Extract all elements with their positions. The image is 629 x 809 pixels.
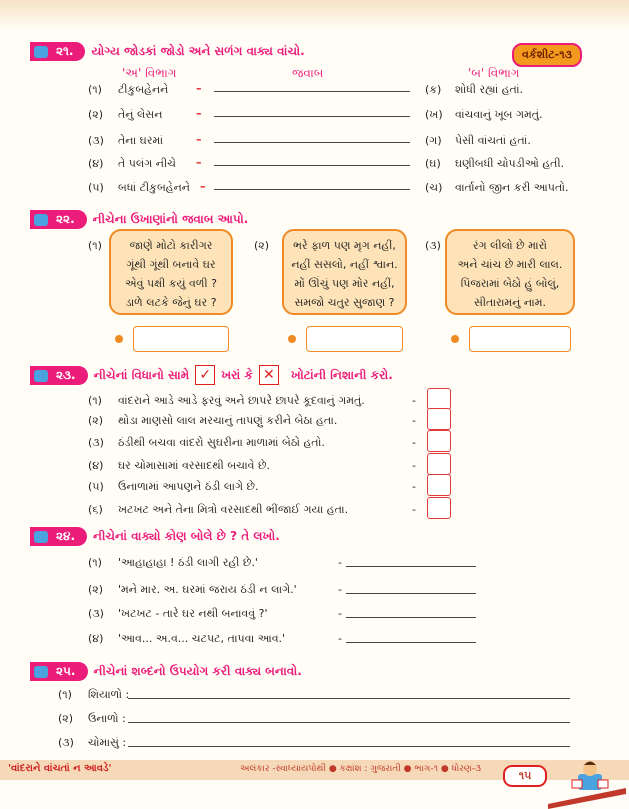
match-dash: – [196,156,202,169]
riddle-line: ગૂંથી ગૂંથી બનાવે ઘર [126,258,216,271]
q23-title-c: ખોટાંની નિશાની કરો. [290,367,393,382]
q25-title: નીચેનાં શબ્દનો ઉપયોગ કરી વાક્ય બનાવો. [93,663,302,678]
q23-number: ૨૩. [30,366,88,385]
q24-title: નીચેનાં વાક્યો કોણ બોલે છે ? તે લખો. [93,528,280,543]
true-false-checkbox[interactable] [427,474,451,496]
match-row-number: (૩) [88,134,104,147]
q21-number: ૨૧. [30,42,85,61]
q23-header [30,365,393,385]
sentence-word: ઉનાળો : [88,712,126,725]
match-left-text: બધાં ટીકુબહેનને [118,181,190,194]
match-right-text: શોધી રહ્યાં હતાં. [455,83,524,96]
riddle-number: (૩) [425,239,441,252]
statement-number: (૪) [88,459,104,472]
match-right-number: (ખ) [425,108,443,121]
speaker-quote: 'આવ... અ.વ... ચટપટ, તાપવા આવ.' [118,632,286,645]
speaker-row-number: (૧) [88,556,102,569]
match-dash: – [196,107,202,120]
riddle-line: મોં ઊંચું પણ મોર નહીં, [294,277,395,290]
statement-text: ઘર ચોમાસામાં વરસાદથી બચાવે છે. [118,459,270,472]
riddle-line: ભરે ફાળ પણ મૃગ નહીં, [293,239,396,252]
riddle-line: એવું પક્ષી કયું વળી ? [125,277,217,290]
speaker-dash: - [338,632,342,645]
tick-mark-icon: ✓ [195,365,215,385]
riddle-answer-box[interactable] [133,326,229,352]
match-row-number: (૨) [88,108,104,121]
top-band [0,0,629,30]
page-number: ૧૫ [503,765,547,787]
riddle-answer-box[interactable] [469,326,571,352]
riddle-line: ડાળે લટકે જેનું ઘર ? [125,296,217,309]
statement-number: (૩) [88,436,104,449]
statement-number: (૬) [88,503,103,516]
answer-bullet-icon [115,335,123,343]
match-answer-line[interactable] [214,189,410,190]
statement-dash: - [412,480,416,493]
statement-number: (૧) [88,394,102,407]
speaker-answer-line[interactable] [346,593,476,594]
true-false-checkbox[interactable] [427,497,451,519]
statement-text: વાંદરાને આડે આડે ફરવું અને છાપરે છાપરે કૂદવાનું ગમતું. [118,394,365,407]
statement-text: ઠંડીથી બચવા વાંદરો સુઘરીના માળામાં બેઠો હતો. [118,436,325,449]
speaker-answer-line[interactable] [346,617,476,618]
riddle-line: પિંજરામાં બેઠો હું બોલું, [460,277,560,290]
match-left-text: તે પલંગ નીચે [118,157,176,170]
speaker-dash: - [338,607,342,620]
sentence-word: શિયાળો : [88,688,130,701]
match-right-text: વાંચવાનું ખૂબ ગમતું. [455,108,543,121]
statement-dash: - [412,503,416,516]
col-b-heading: 'બ' વિભાગ [468,66,520,80]
sentence-answer-line[interactable] [128,722,570,723]
footer-book-info: અલંકાર -સ્વાધ્યાયપોથી ● કક્ષાંશ : ગુજરાતી ● ભાગ-૧ ● ધોરણ-૩ [240,764,481,774]
q21-header [30,41,305,61]
match-answer-line[interactable] [214,165,410,166]
true-false-checkbox[interactable] [427,388,451,410]
riddle-bubble [445,229,575,315]
speaker-quote: 'મને માર. અ. ઘરમાં જરાય ઠંડી ન લાગે.' [118,583,297,596]
q25-number: ૨૫. [30,662,88,681]
speaker-quote: 'ખટખટ - તારે ઘર નથી બનાવવું ?' [118,607,268,620]
speaker-row-number: (૩) [88,607,104,620]
riddle-line: નહીં સસલો, નહીં શ્વાન. [291,258,398,271]
statement-text: ઉનાળામાં આપણને ઠંડી લાગે છે. [118,480,259,493]
q22-number: ૨૨. [30,210,87,229]
sentence-word: ચોમાસું : [88,736,127,749]
worksheet-badge: વર્કશીટ-૧૩ [512,43,582,67]
q25-header [30,661,302,681]
riddle-answer-box[interactable] [306,326,403,352]
statement-text: થોડા માણસો લાલ મરચાનું તાપણું કરીને બેઠા હતા. [118,414,338,427]
match-right-number: (ઘ) [425,157,441,170]
statement-number: (૫) [88,480,104,493]
q22-title: નીચેના ઉખાણાંનો જવાબ આપો. [92,211,249,226]
match-left-text: ટીકુબહેનને [118,83,169,96]
riddle-line: અને ચાંચ છે મારી લાલ. [457,258,563,271]
sentence-row-number: (૨) [58,712,74,725]
statement-dash: - [412,436,416,449]
match-row-number: (૪) [88,157,104,170]
riddle-number: (૨) [254,239,270,252]
match-right-number: (ક) [425,83,442,96]
reading-child-icon [548,760,626,809]
q23-title-b: ખરાં કે [221,367,253,382]
match-dash: – [196,133,202,146]
statement-dash: - [412,459,416,472]
statement-dash: - [412,414,416,427]
match-right-number: (ચ) [425,181,443,194]
speaker-dash: - [338,583,342,596]
match-left-text: તેના ઘરમાં [118,134,164,147]
answer-bullet-icon [288,335,296,343]
page-footer [0,760,629,809]
speaker-dash: - [338,556,342,569]
statement-number: (૨) [88,414,104,427]
riddle-line: સીતારામનું નામ. [473,296,547,309]
match-right-number: (ગ) [425,134,442,147]
speaker-answer-line[interactable] [346,642,476,643]
match-answer-line[interactable] [214,116,410,117]
cross-mark-icon: ✕ [259,365,279,385]
match-answer-line[interactable] [214,142,410,143]
footer-story-title: 'વાંદરાને વાંચતાં ન આવડે' [8,763,112,774]
match-right-text: ઘણીબધી ચોપડીઓ હતી. [455,157,565,170]
match-right-text: પેસી વાંચતાં હતાં. [455,134,531,147]
speaker-answer-line[interactable] [346,566,476,567]
q21-title: યોગ્ય જોડકાં જોડો અને સળંગ વાક્ય વાંચો. [91,43,305,58]
match-dash: – [196,82,202,95]
speaker-row-number: (૨) [88,583,104,596]
riddle-bubble [109,229,233,315]
match-left-text: તેનું લેસન [118,108,163,121]
sentence-row-number: (૩) [58,736,74,749]
match-right-text: વાર્તાનો જીન કરી આપતો. [455,181,569,194]
match-dash: – [200,180,206,193]
col-answer-heading: જવાબ [292,66,324,80]
answer-bullet-icon [451,335,459,343]
match-row-number: (૧) [88,83,102,96]
q24-header [30,526,280,546]
riddle-line: રંગ લીલો છે મારો [472,239,548,252]
riddle-bubble [282,229,407,315]
col-a-heading: 'અ' વિભાગ [122,66,177,80]
speaker-row-number: (૪) [88,632,104,645]
match-row-number: (૫) [88,181,104,194]
riddle-line: જાણે મોટો કારીગર [129,239,213,252]
statement-dash: - [412,394,416,407]
true-false-checkbox[interactable] [427,453,451,475]
speaker-quote: 'આહાહાહા ! ઠંડી લાગી રહી છે.' [118,556,258,569]
sentence-answer-line[interactable] [128,746,570,747]
riddle-number: (૧) [88,239,102,252]
sentence-answer-line[interactable] [128,698,570,699]
true-false-checkbox[interactable] [427,408,451,430]
sentence-row-number: (૧) [58,688,72,701]
q24-number: ૨૪. [30,527,87,546]
riddle-line: સમજો ચતુર સુજાણ ? [294,296,395,309]
match-answer-line[interactable] [214,91,410,92]
statement-text: ખટખટ અને તેના મિત્રો વરસાદથી ભીંજાઈ ગયા હતા. [118,503,349,516]
true-false-checkbox[interactable] [427,430,451,452]
q22-header [30,209,248,229]
q23-title-a: નીચેનાં વિધાનો સામે [93,367,190,382]
